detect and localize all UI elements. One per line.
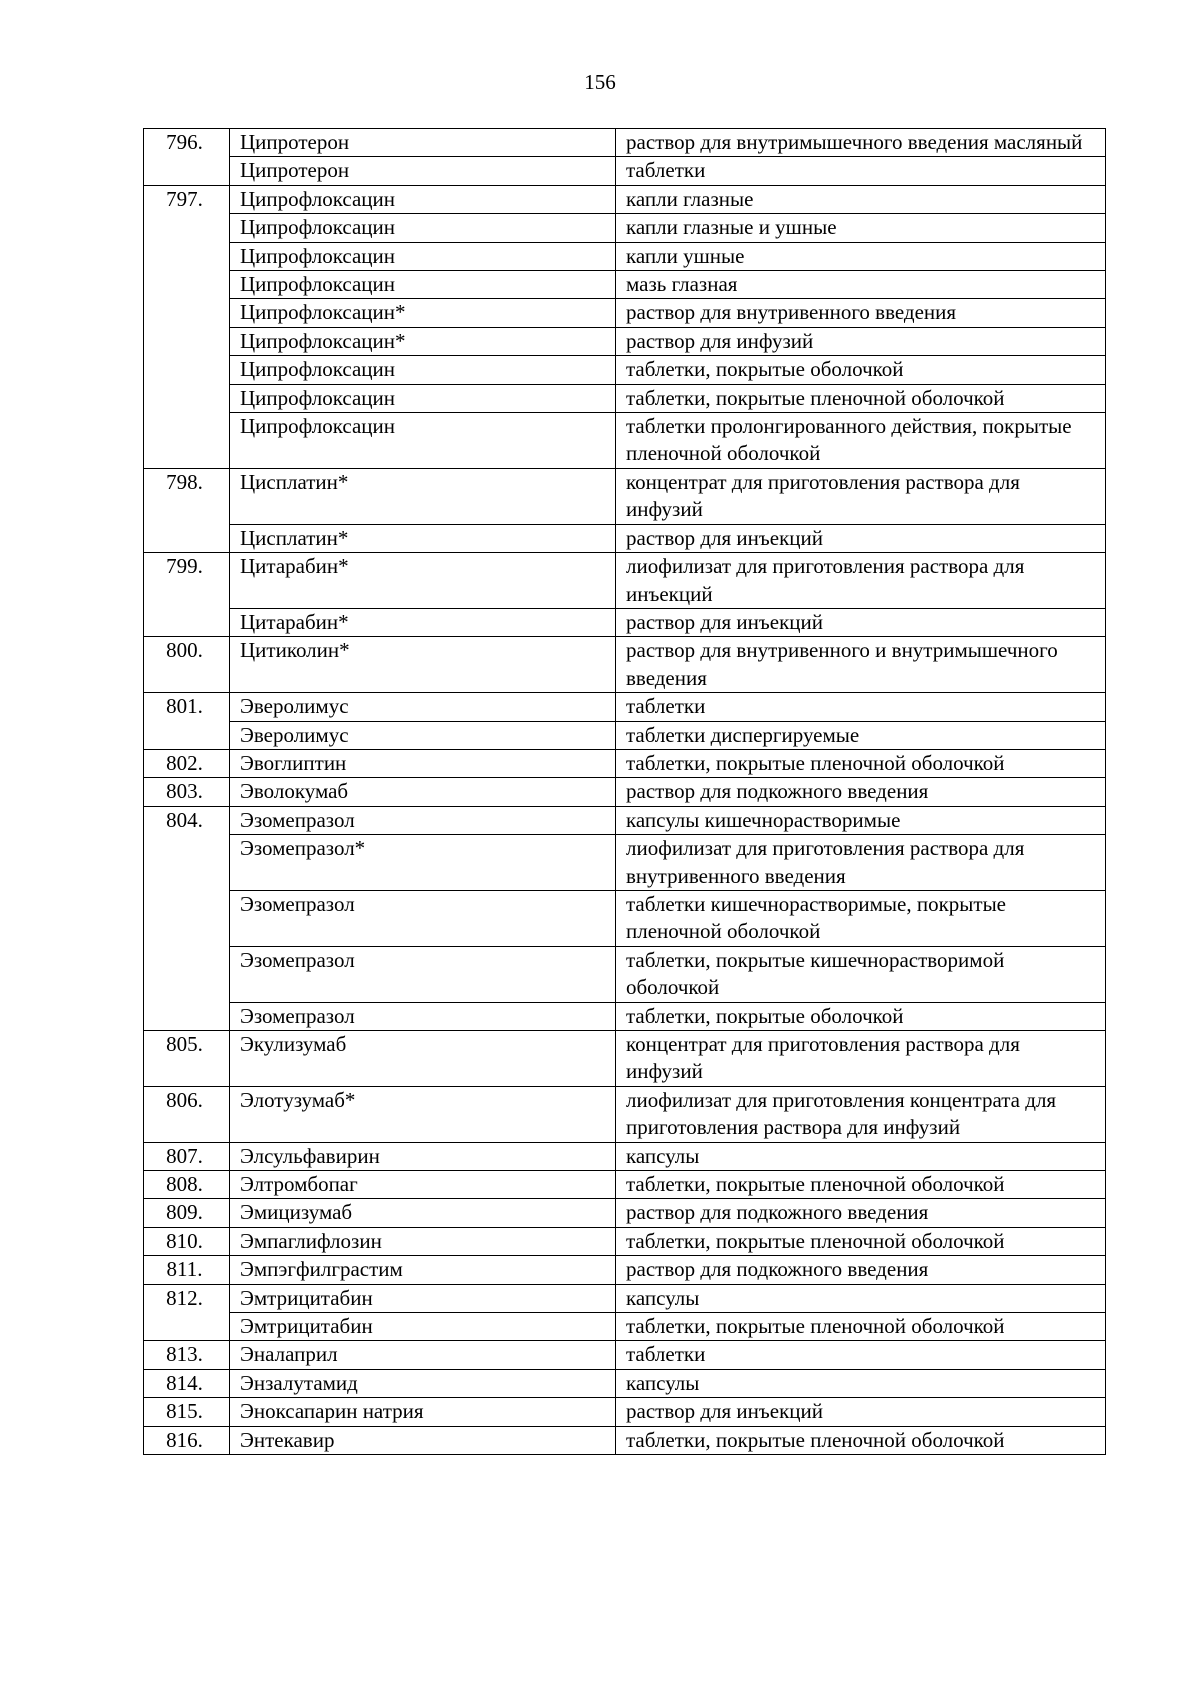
drug-name-cell: Ципротерон bbox=[230, 129, 616, 157]
table-row bbox=[144, 214, 1106, 242]
drug-name-cell: Ципрофлоксацин bbox=[230, 356, 616, 384]
dosage-form-cell: таблетки, покрытые оболочкой bbox=[616, 1002, 1106, 1030]
table-row bbox=[144, 356, 1106, 384]
drug-name-cell: Эзомепразол bbox=[230, 806, 616, 834]
drug-name-cell: Эналаприл bbox=[230, 1341, 616, 1369]
table-row bbox=[144, 946, 1106, 1002]
drug-name-cell: Эзомепразол* bbox=[230, 835, 616, 891]
table-row bbox=[144, 271, 1106, 299]
drug-name-cell: Цитарабин* bbox=[230, 608, 616, 636]
drug-name-cell: Эзомепразол bbox=[230, 1002, 616, 1030]
table-row bbox=[144, 468, 1106, 524]
drug-name-cell: Энзалутамид bbox=[230, 1369, 616, 1397]
dosage-form-cell: таблетки bbox=[616, 157, 1106, 185]
dosage-form-cell: раствор для подкожного введения bbox=[616, 1256, 1106, 1284]
drug-name-cell: Эвоглиптин bbox=[230, 749, 616, 777]
dosage-form-cell: лиофилизат для приготовления раствора для инъекций bbox=[616, 553, 1106, 609]
drug-name-cell: Эверолимус bbox=[230, 721, 616, 749]
table-row bbox=[144, 327, 1106, 355]
dosage-form-cell: таблетки, покрытые пленочной оболочкой bbox=[616, 1313, 1106, 1341]
table-row bbox=[144, 524, 1106, 552]
dosage-form-cell: таблетки bbox=[616, 693, 1106, 721]
dosage-form-cell: капсулы bbox=[616, 1369, 1106, 1397]
table-row bbox=[144, 835, 1106, 891]
dosage-form-cell: капли ушные bbox=[616, 242, 1106, 270]
dosage-form-cell: таблетки, покрытые пленочной оболочкой bbox=[616, 1227, 1106, 1255]
drug-name-cell: Ципрофлоксацин bbox=[230, 384, 616, 412]
drug-name-cell: Элтромбопаг bbox=[230, 1171, 616, 1199]
table-row bbox=[144, 1313, 1106, 1341]
table-row bbox=[144, 1369, 1106, 1397]
drug-name-cell: Ципрофлоксацин* bbox=[230, 327, 616, 355]
dosage-form-cell: лиофилизат для приготовления раствора для внутривенного введения bbox=[616, 835, 1106, 891]
table-row bbox=[144, 1227, 1106, 1255]
drug-name-cell: Энтекавир bbox=[230, 1426, 616, 1454]
drug-name-cell: Эмпэгфилграстим bbox=[230, 1256, 616, 1284]
table-row bbox=[144, 1002, 1106, 1030]
table-row bbox=[144, 384, 1106, 412]
dosage-form-cell: раствор для подкожного введения bbox=[616, 1199, 1106, 1227]
row-number-cell: 802. bbox=[144, 749, 230, 777]
dosage-form-cell: таблетки пролонгированного действия, покрытые пленочной оболочкой bbox=[616, 413, 1106, 469]
drug-name-cell: Элотузумаб* bbox=[230, 1086, 616, 1142]
dosage-form-cell: капли глазные bbox=[616, 185, 1106, 213]
drug-name-cell: Эволокумаб bbox=[230, 778, 616, 806]
drug-name-cell: Экулизумаб bbox=[230, 1031, 616, 1087]
table-row bbox=[144, 1171, 1106, 1199]
dosage-form-cell: раствор для внутривенного введения bbox=[616, 299, 1106, 327]
row-number-cell: 813. bbox=[144, 1341, 230, 1369]
table-row bbox=[144, 637, 1106, 693]
dosage-form-cell: таблетки, покрытые пленочной оболочкой bbox=[616, 1426, 1106, 1454]
dosage-form-cell: раствор для внутривенного и внутримышечного введения bbox=[616, 637, 1106, 693]
page-number: 156 bbox=[584, 70, 616, 94]
dosage-form-cell: таблетки, покрытые пленочной оболочкой bbox=[616, 384, 1106, 412]
drug-name-cell: Ципрофлоксацин bbox=[230, 214, 616, 242]
dosage-form-cell: раствор для подкожного введения bbox=[616, 778, 1106, 806]
table-row bbox=[144, 693, 1106, 721]
row-number-cell: 814. bbox=[144, 1369, 230, 1397]
dosage-form-cell: концентрат для приготовления раствора для инфузий bbox=[616, 468, 1106, 524]
drug-table bbox=[143, 128, 1106, 1455]
dosage-form-cell: таблетки, покрытые кишечнорастворимой оболочкой bbox=[616, 946, 1106, 1002]
table-row bbox=[144, 721, 1106, 749]
dosage-form-cell: раствор для инъекций bbox=[616, 1398, 1106, 1426]
table-row bbox=[144, 1341, 1106, 1369]
dosage-form-cell: таблетки, покрытые пленочной оболочкой bbox=[616, 749, 1106, 777]
table-row bbox=[144, 299, 1106, 327]
drug-name-cell: Ципротерон bbox=[230, 157, 616, 185]
drug-name-cell: Ципрофлоксацин bbox=[230, 185, 616, 213]
dosage-form-cell: раствор для инъекций bbox=[616, 608, 1106, 636]
table-row bbox=[144, 413, 1106, 469]
drug-table-body bbox=[144, 129, 1106, 1455]
drug-name-cell: Эзомепразол bbox=[230, 890, 616, 946]
drug-name-cell: Цитиколин* bbox=[230, 637, 616, 693]
table-row bbox=[144, 1398, 1106, 1426]
dosage-form-cell: таблетки, покрытые пленочной оболочкой bbox=[616, 1171, 1106, 1199]
table-row bbox=[144, 1426, 1106, 1454]
table-row bbox=[144, 1256, 1106, 1284]
table-row bbox=[144, 157, 1106, 185]
table-row bbox=[144, 806, 1106, 834]
row-number-cell: 796. bbox=[144, 129, 230, 186]
table-row bbox=[144, 608, 1106, 636]
table-row bbox=[144, 242, 1106, 270]
dosage-form-cell: концентрат для приготовления раствора для инфузий bbox=[616, 1031, 1106, 1087]
dosage-form-cell: раствор для инфузий bbox=[616, 327, 1106, 355]
table-row bbox=[144, 1086, 1106, 1142]
drug-name-cell: Ципрофлоксацин bbox=[230, 413, 616, 469]
table-row bbox=[144, 185, 1106, 213]
row-number-cell: 810. bbox=[144, 1227, 230, 1255]
row-number-cell: 811. bbox=[144, 1256, 230, 1284]
table-row bbox=[144, 890, 1106, 946]
row-number-cell: 809. bbox=[144, 1199, 230, 1227]
row-number-cell: 798. bbox=[144, 468, 230, 552]
dosage-form-cell: таблетки кишечнорастворимые, покрытые пленочной оболочкой bbox=[616, 890, 1106, 946]
drug-name-cell: Ципрофлоксацин bbox=[230, 242, 616, 270]
dosage-form-cell: таблетки bbox=[616, 1341, 1106, 1369]
dosage-form-cell: таблетки, покрытые оболочкой bbox=[616, 356, 1106, 384]
table-row bbox=[144, 778, 1106, 806]
drug-name-cell: Цисплатин* bbox=[230, 468, 616, 524]
table-row bbox=[144, 553, 1106, 609]
dosage-form-cell: раствор для инъекций bbox=[616, 524, 1106, 552]
row-number-cell: 804. bbox=[144, 806, 230, 1030]
dosage-form-cell: таблетки диспергируемые bbox=[616, 721, 1106, 749]
table-row bbox=[144, 1142, 1106, 1170]
table-row bbox=[144, 1031, 1106, 1087]
row-number-cell: 805. bbox=[144, 1031, 230, 1087]
table-row bbox=[144, 1284, 1106, 1312]
dosage-form-cell: лиофилизат для приготовления концентрата для приготовления раствора для инфузий bbox=[616, 1086, 1106, 1142]
drug-name-cell: Эмицизумаб bbox=[230, 1199, 616, 1227]
drug-name-cell: Эмтрицитабин bbox=[230, 1313, 616, 1341]
row-number-cell: 815. bbox=[144, 1398, 230, 1426]
row-number-cell: 808. bbox=[144, 1171, 230, 1199]
table-row bbox=[144, 1199, 1106, 1227]
drug-name-cell: Цисплатин* bbox=[230, 524, 616, 552]
drug-name-cell: Эмтрицитабин bbox=[230, 1284, 616, 1312]
drug-name-cell: Ципрофлоксацин bbox=[230, 271, 616, 299]
table-row bbox=[144, 129, 1106, 157]
row-number-cell: 807. bbox=[144, 1142, 230, 1170]
row-number-cell: 799. bbox=[144, 553, 230, 637]
row-number-cell: 801. bbox=[144, 693, 230, 750]
dosage-form-cell: капсулы bbox=[616, 1142, 1106, 1170]
row-number-cell: 800. bbox=[144, 637, 230, 693]
dosage-form-cell: раствор для внутримышечного введения масляный bbox=[616, 129, 1106, 157]
dosage-form-cell: мазь глазная bbox=[616, 271, 1106, 299]
drug-name-cell: Цитарабин* bbox=[230, 553, 616, 609]
drug-name-cell: Ципрофлоксацин* bbox=[230, 299, 616, 327]
dosage-form-cell: капсулы кишечнорастворимые bbox=[616, 806, 1106, 834]
table-row bbox=[144, 749, 1106, 777]
row-number-cell: 806. bbox=[144, 1086, 230, 1142]
dosage-form-cell: капли глазные и ушные bbox=[616, 214, 1106, 242]
row-number-cell: 816. bbox=[144, 1426, 230, 1454]
drug-name-cell: Эмпаглифлозин bbox=[230, 1227, 616, 1255]
drug-name-cell: Эноксапарин натрия bbox=[230, 1398, 616, 1426]
row-number-cell: 803. bbox=[144, 778, 230, 806]
drug-name-cell: Элсульфавирин bbox=[230, 1142, 616, 1170]
dosage-form-cell: капсулы bbox=[616, 1284, 1106, 1312]
drug-name-cell: Эверолимус bbox=[230, 693, 616, 721]
row-number-cell: 797. bbox=[144, 185, 230, 468]
drug-name-cell: Эзомепразол bbox=[230, 946, 616, 1002]
row-number-cell: 812. bbox=[144, 1284, 230, 1341]
